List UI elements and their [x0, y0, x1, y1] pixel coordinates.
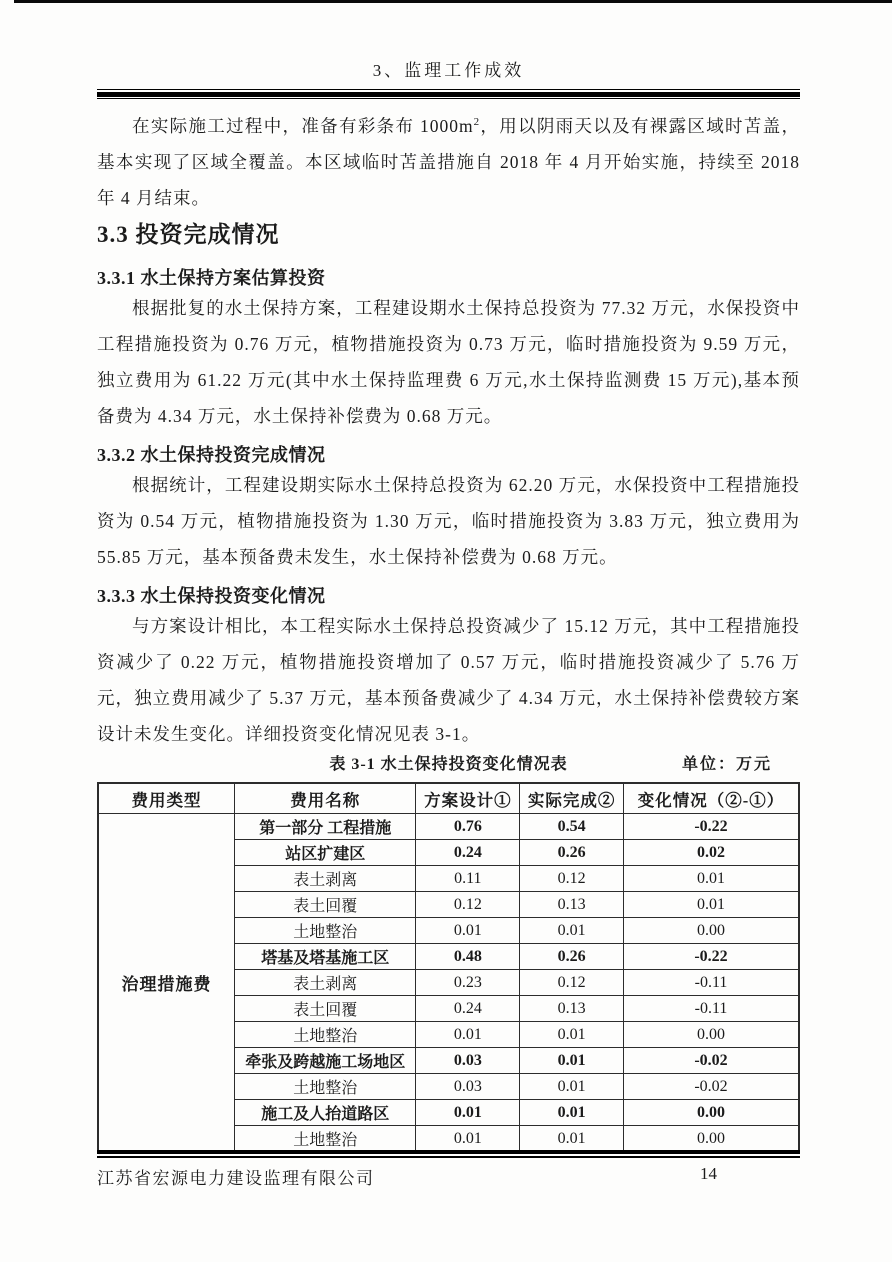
fee-name-cell: 塔基及塔基施工区 — [235, 944, 416, 970]
actual-cell: 0.13 — [520, 996, 624, 1022]
actual-cell: 0.26 — [520, 944, 624, 970]
change-cell: -0.02 — [623, 1074, 799, 1100]
table-header-row — [98, 783, 799, 814]
fee-name-cell: 第一部分 工程措施 — [235, 814, 416, 840]
design-cell: 0.01 — [416, 918, 520, 944]
actual-cell: 0.12 — [520, 866, 624, 892]
design-cell: 0.01 — [416, 1022, 520, 1048]
design-cell: 0.24 — [416, 996, 520, 1022]
fee-name-cell: 施工及人抬道路区 — [235, 1100, 416, 1126]
actual-cell: 0.01 — [520, 1022, 624, 1048]
section-3-3-3-heading: 3.3.3 水土保持投资变化情况 — [97, 586, 326, 606]
change-cell: -0.11 — [623, 970, 799, 996]
change-cell: 0.01 — [623, 866, 799, 892]
paragraph-3-3-2: 根据统计，工程建设期实际水土保持总投资为 62.20 万元，水保投资中工程措施投资为 0.54 万元，植物措施投资为 1.30 万元，临时措施投资为 3.83 万元，独立费用为 55.85 万元，基本预备费未发生，水土保持补偿费为 0.68 万元。 — [97, 475, 800, 567]
change-cell: -0.11 — [623, 996, 799, 1022]
actual-cell: 0.12 — [520, 970, 624, 996]
fee-name-cell: 表土剥离 — [235, 866, 416, 892]
actual-cell: 0.01 — [520, 1074, 624, 1100]
change-cell: 0.00 — [623, 918, 799, 944]
paragraph-3-3-1: 根据批复的水土保持方案，工程建设期水土保持总投资为 77.32 万元，水保投资中工程措施投资为 0.76 万元，植物措施投资为 0.73 万元，临时措施投资为 9.59 万元，独立费用为 61.22 万元(其中水土保持监理费 6 万元,水土保持监测费 15 万元),基本预备费为 4.34 万元，水土保持补偿费为 0.68 万元。 — [97, 298, 800, 426]
actual-cell: 0.54 — [520, 814, 624, 840]
paragraph-intro-rest: ，用以阴雨天以及有裸露区域时苫盖，基本实现了区域全覆盖。本区域临时苫盖措施自 2018 年 4 月开始实施，持续至 2018 年 4 月结束。 — [97, 116, 800, 208]
fee-name-cell: 土地整治 — [235, 1022, 416, 1048]
col-header-design: 方案设计① — [416, 783, 520, 814]
design-cell: 0.48 — [416, 944, 520, 970]
col-header-fee-type: 费用类型 — [98, 783, 235, 814]
change-cell: -0.22 — [623, 814, 799, 840]
fee-name-cell: 土地整治 — [235, 1126, 416, 1153]
table-unit-label: 单位：万元 — [681, 756, 772, 773]
change-cell: 0.00 — [623, 1126, 799, 1153]
change-cell: 0.02 — [623, 840, 799, 866]
design-cell: 0.24 — [416, 840, 520, 866]
design-cell: 0.01 — [416, 1100, 520, 1126]
change-cell: 0.01 — [623, 892, 799, 918]
actual-cell: 0.01 — [520, 1048, 624, 1074]
design-cell: 0.01 — [416, 1126, 520, 1153]
actual-cell: 0.01 — [520, 1100, 624, 1126]
paragraph-3-3-3: 与方案设计相比，本工程实际水土保持总投资减少了 15.12 万元，其中工程措施投资减少了 0.22 万元，植物措施投资增加了 0.57 万元，临时措施投资减少了 5.76 万元，独立费用减少了 5.37 万元，基本预备费减少了 4.34 万元，水土保持补偿费较方案设计未发生变化。详细投资变化情况见表 3-1。 — [97, 616, 800, 744]
fee-name-cell: 表土回覆 — [235, 996, 416, 1022]
col-header-actual: 实际完成② — [520, 783, 624, 814]
paragraph-intro-text: 在实际施工过程中，准备有彩条布 1000m — [132, 116, 474, 136]
footer-double-rule — [97, 1150, 800, 1158]
design-cell: 0.23 — [416, 970, 520, 996]
table-row — [98, 814, 799, 840]
change-cell: 0.00 — [623, 1100, 799, 1126]
fee-name-cell: 土地整治 — [235, 1074, 416, 1100]
col-header-change: 变化情况（②-①） — [623, 783, 799, 814]
actual-cell: 0.13 — [520, 892, 624, 918]
superscript-2: 2 — [473, 116, 481, 129]
change-cell: -0.02 — [623, 1048, 799, 1074]
running-header-title: 3、监理工作成效 — [372, 61, 525, 80]
fee-name-cell: 土地整治 — [235, 918, 416, 944]
design-cell: 0.12 — [416, 892, 520, 918]
section-3-3-1-heading: 3.3.1 水土保持方案估算投资 — [97, 268, 326, 288]
fee-type-group-cell: 治理措施费 — [98, 814, 235, 1153]
fee-name-cell: 表土剥离 — [235, 970, 416, 996]
section-3-3-2-heading: 3.3.2 水土保持投资完成情况 — [97, 445, 326, 465]
investment-change-table — [97, 782, 800, 1153]
design-cell: 0.03 — [416, 1048, 520, 1074]
section-3-3-heading: 3.3 投资完成情况 — [97, 222, 280, 247]
actual-cell: 0.26 — [520, 840, 624, 866]
actual-cell: 0.01 — [520, 918, 624, 944]
paragraph-intro — [97, 108, 800, 216]
page-content — [97, 0, 800, 1153]
design-cell: 0.03 — [416, 1074, 520, 1100]
actual-cell: 0.01 — [520, 1126, 624, 1153]
table-caption: 表 3-1 水土保持投资变化情况表 — [329, 756, 568, 773]
design-cell: 0.76 — [416, 814, 520, 840]
header-double-rule — [97, 89, 800, 99]
change-cell: -0.22 — [623, 944, 799, 970]
fee-name-cell: 牵张及跨越施工场地区 — [235, 1048, 416, 1074]
design-cell: 0.11 — [416, 866, 520, 892]
footer-company-name: 江苏省宏源电力建设监理有限公司 — [97, 1169, 375, 1188]
fee-name-cell: 表土回覆 — [235, 892, 416, 918]
table-caption-row — [97, 754, 800, 776]
fee-name-cell: 站区扩建区 — [235, 840, 416, 866]
col-header-fee-name: 费用名称 — [235, 783, 416, 814]
footer-page-number: 14 — [700, 1164, 717, 1183]
change-cell: 0.00 — [623, 1022, 799, 1048]
